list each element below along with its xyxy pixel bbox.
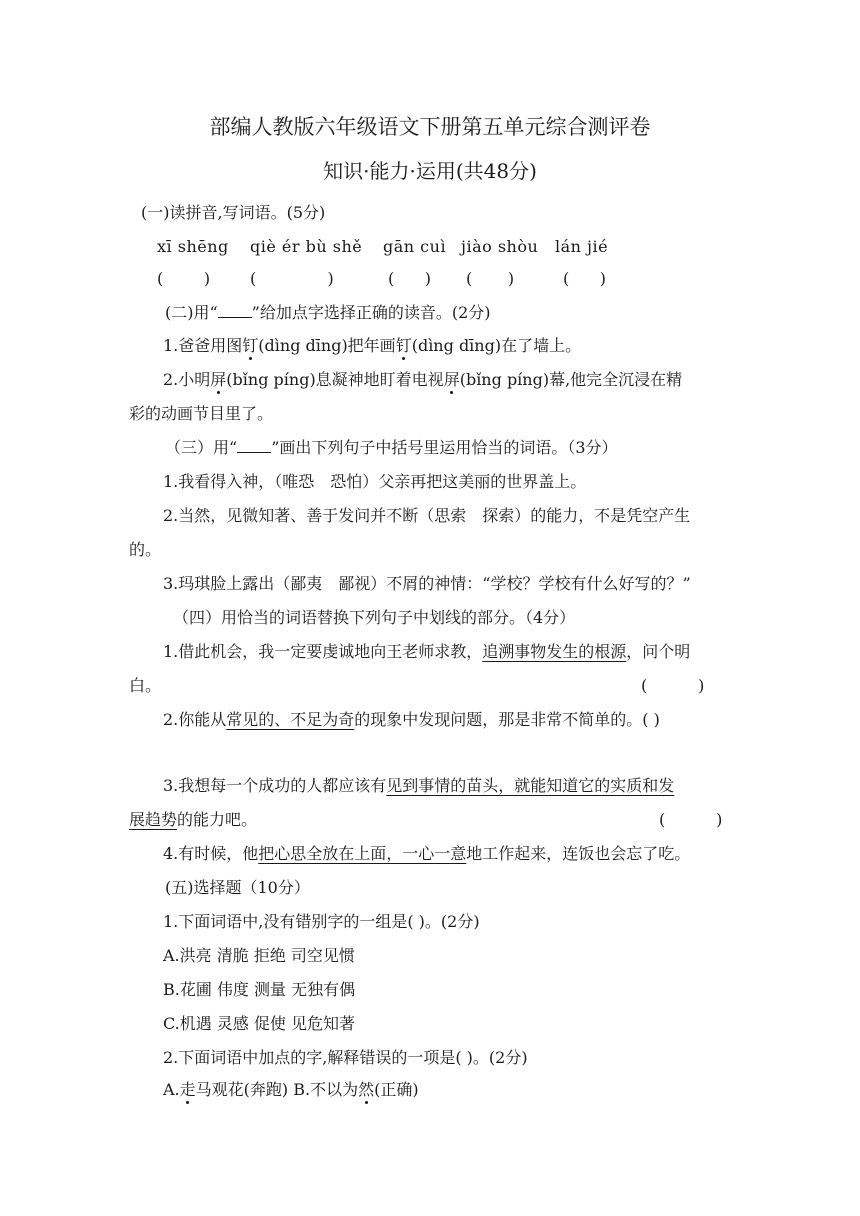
underline-blank: [218, 303, 252, 318]
pinyin-3: gān cuì: [383, 237, 447, 256]
answer-blank-2: ( ): [250, 269, 334, 288]
pinyin-1: xī shēng: [157, 237, 229, 256]
page-title: 部编人教版六年级语文下册第五单元综合测评卷: [209, 115, 651, 139]
text: (bǐng píng)幕,他完全沉浸在精: [459, 370, 683, 389]
option-a: A.洪亮 清脆 拒绝 司空见惯: [163, 946, 355, 965]
underline-blank: [237, 438, 271, 453]
text: (dìng dīng)把年画: [258, 336, 396, 355]
section-1-heading: (一)读拼音,写词语。(5分): [141, 203, 326, 222]
heading-text: (二)用“: [165, 303, 218, 322]
text: (正确): [374, 1080, 419, 1099]
text: (bǐng píng)息凝神地盯着电视: [226, 370, 444, 389]
question-2-2-cont: 彩的动画节目里了。: [129, 404, 274, 423]
text: (dìng dīng)在了墙上。: [411, 336, 582, 355]
underlined-phrase: 追溯事物发生的根源: [482, 642, 627, 661]
underlined-phrase: 见到事情的苗头，就能知道它的实质和发: [386, 776, 675, 795]
heading-text: ”画出下列句子中括号里运用恰当的词语。（3分）: [271, 438, 618, 457]
question-3-3: 3.玛琪脸上露出（鄙夷 鄙视）不屑的神情：“学校？学校有什么好写的？”: [163, 574, 691, 593]
question-3-1: 1.我看得入神，（唯恐 恐怕）父亲再把这美丽的世界盖上。: [163, 472, 587, 491]
pinyin-5: lán jié: [555, 237, 609, 256]
heading-text: （三）用“: [165, 438, 238, 457]
text: 2.小明: [163, 370, 211, 389]
question-3-2-cont: 的。: [129, 540, 162, 559]
question-4-3: [163, 775, 674, 797]
text: 的现象中发现问题，那是非常不简单的。( ): [354, 710, 660, 729]
dotted-char: 屏: [210, 370, 227, 389]
underlined-phrase: 常见的、不足为奇: [226, 710, 355, 729]
section-4-heading: （四）用恰当的词语替换下列句子中划线的部分。（4分）: [173, 608, 576, 627]
section-2-heading: [165, 302, 491, 324]
text: 3.我想每一个成功的人都应该有: [163, 776, 387, 795]
question-4-1-cont: 白。: [129, 676, 162, 695]
question-4-2: [163, 709, 660, 731]
question-5-2: 2.下面词语中加点的字,解释错误的一项是( )。(2分): [163, 1048, 528, 1067]
underlined-phrase: 把心思全放在上面，一心一意: [258, 844, 467, 863]
pinyin-4: jiào shòu: [461, 237, 539, 256]
answer-blank: ( ): [659, 810, 723, 829]
dotted-char: 屏: [443, 370, 460, 389]
question-4-4: [163, 843, 690, 865]
text: 2.你能从: [163, 710, 227, 729]
question-2-2: [163, 369, 682, 391]
dotted-char: 钉: [242, 336, 259, 355]
question-4-1: [163, 641, 690, 663]
pinyin-2: qiè ér bù shě: [250, 237, 363, 256]
text: 1.爸爸用图: [163, 336, 243, 355]
answer-blank-4: ( ): [466, 269, 515, 288]
option-a-b: [163, 1079, 419, 1101]
underlined-phrase: 展趋势: [129, 810, 178, 829]
answer-blank-5: ( ): [563, 269, 606, 288]
text: 4.有时候，他: [163, 844, 259, 863]
section-subtitle: 知识·能力·运用(共48分): [323, 159, 537, 183]
text: A.: [163, 1080, 180, 1099]
answer-blank: ( ): [641, 676, 705, 695]
option-b: B.花圃 伟度 测量 无独有偶: [163, 980, 356, 999]
section-3-heading: [165, 437, 618, 459]
question-4-3-cont: [129, 809, 257, 831]
dotted-char: 钉: [395, 336, 412, 355]
dotted-char: 然: [358, 1080, 375, 1099]
text: ，问个明: [626, 642, 691, 661]
option-c: C.机遇 灵感 促使 见危知著: [163, 1014, 356, 1033]
section-5-heading: (五)选择题（10分）: [165, 878, 310, 897]
text: 马观花(奔跑) B.不以为: [195, 1080, 359, 1099]
question-3-2: 2.当然，见微知著、善于发问并不断（思索 探索）的能力，不是凭空产生: [163, 506, 691, 525]
question-2-1: [163, 335, 581, 357]
dotted-char: 走: [179, 1080, 196, 1099]
answer-blank-1: ( ): [157, 269, 211, 288]
question-5-1: 1.下面词语中,没有错别字的一组是( )。(2分): [163, 912, 480, 931]
text: 的能力吧。: [177, 810, 258, 829]
answer-blank-3: ( ): [388, 269, 431, 288]
text: 1.借此机会，我一定要虔诚地向王老师求教，: [163, 642, 483, 661]
heading-text: ”给加点字选择正确的读音。(2分): [251, 303, 491, 322]
text: 地工作起来，连饭也会忘了吃。: [466, 844, 691, 863]
